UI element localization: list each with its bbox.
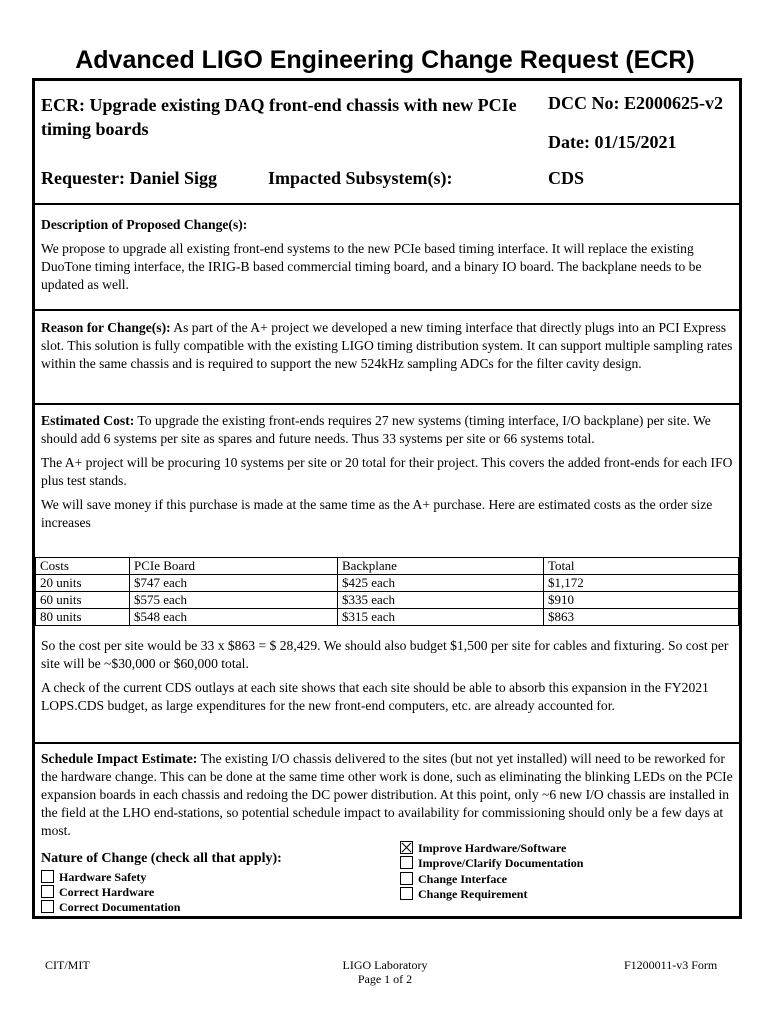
checkbox-label: Change Interface xyxy=(418,872,507,886)
divider xyxy=(35,203,739,205)
requester: Requester: Daniel Sigg xyxy=(41,168,217,188)
table-header-cell: PCIe Board xyxy=(130,558,338,575)
cost-p1: To upgrade the existing front-ends requires 27 new systems (timing interface, I/O backplane) per site. We should add 6 systems per site as spares and future needs. Thus 33 systems per site or 66 systems total. xyxy=(41,413,711,446)
reason-text: As part of the A+ project we developed a new timing interface that directly plugs into an PCI Express slot. This solution is fully compatible with the existing LIGO timing distribution system. It can support multiple sampling rates within the same chassis and is required to support the new 524kHz sampling ADCs for the filter cavity design. xyxy=(41,320,733,371)
table-row xyxy=(36,592,739,609)
checkbox-correct-hardware[interactable] xyxy=(41,885,154,900)
footer-left: CIT/MIT xyxy=(45,958,90,972)
table-cell: $1,172 xyxy=(544,575,739,592)
table-cell: $425 each xyxy=(338,575,544,592)
table-row xyxy=(36,609,739,626)
footer-form-number: F1200011-v3 Form xyxy=(624,958,718,972)
ecr-date: Date: 01/15/2021 xyxy=(548,132,677,152)
cost-section xyxy=(41,412,735,538)
impacted-subsystem-label: Impacted Subsystem(s): xyxy=(268,168,453,188)
table-header-cell: Backplane xyxy=(338,558,544,575)
table-cell: $747 each xyxy=(130,575,338,592)
checkbox-icon[interactable] xyxy=(400,856,413,869)
cost-heading: Estimated Cost: xyxy=(41,413,135,428)
cost-p5: A check of the current CDS outlays at each site shows that each site should be able to absorb this expansion in the FY2021 LOPS.CDS budget, as large expenditures for the new front-end computers, etc. are already accounted for. xyxy=(41,680,709,713)
checkbox-icon[interactable] xyxy=(400,887,413,900)
table-cell: $315 each xyxy=(338,609,544,626)
footer-organization: LIGO Laboratory xyxy=(342,958,428,972)
description-heading: Description of Proposed Change(s): xyxy=(41,217,248,232)
checkbox-label: Change Requirement xyxy=(418,887,528,901)
reason-section xyxy=(41,319,735,379)
table-header-cell: Costs xyxy=(36,558,130,575)
divider xyxy=(35,309,739,311)
checked-box-icon[interactable] xyxy=(400,841,413,854)
checkbox-label: Improve/Clarify Documentation xyxy=(418,856,584,870)
footer-center xyxy=(300,958,470,986)
document-title: Advanced LIGO Engineering Change Request (ECR) xyxy=(75,46,695,74)
reason-heading: Reason for Change(s): xyxy=(41,320,171,335)
table-cell: $548 each xyxy=(130,609,338,626)
checkbox-icon[interactable] xyxy=(41,870,54,883)
table-cell: 20 units xyxy=(36,575,130,592)
table-header-row xyxy=(36,558,739,575)
schedule-text: The existing I/O chassis delivered to the sites (but not yet installed) will need to be reworked for the hardware change. This can be done at the same time other work is done, such as eliminating the blinking LEDs on the PCIe expansion boards in each chassis and redoing the DC power distribution. At this point, only ~6 new I/O chassis are installed in the field at the LHO end-stations, so potential schedule impact to availability for commissioning should only be a few days at most. xyxy=(41,751,733,838)
cost-p3: We will save money if this purchase is made at the same time as the A+ purchase. Here are estimated costs as the order size increases xyxy=(41,497,713,530)
schedule-heading: Schedule Impact Estimate: xyxy=(41,751,198,766)
description-text: We propose to upgrade all existing front-end systems to the new PCIe based timing interface. It will replace the existing DuoTone timing interface, the IRIG-B based commercial timing board, and a binary IO board. The backplane needs to be updated as well. xyxy=(41,241,702,292)
nature-heading: Nature of Change (check all that apply): xyxy=(41,851,282,866)
page-number: Page 1 of 2 xyxy=(357,972,413,986)
checkbox-change-requirement[interactable] xyxy=(400,887,527,902)
dcc-number: DCC No: E2000625-v2 xyxy=(548,93,723,113)
checkbox-change-interface[interactable] xyxy=(400,872,507,887)
schedule-section xyxy=(41,750,735,846)
description-section xyxy=(41,216,735,300)
checkbox-correct-documentation[interactable] xyxy=(41,900,180,915)
ecr-title: ECR: Upgrade existing DAQ front-end chassis with new PCIe timing boards xyxy=(41,95,517,139)
checkbox-label: Improve Hardware/Software xyxy=(418,841,567,855)
cost-table xyxy=(35,557,739,626)
table-cell: $575 each xyxy=(130,592,338,609)
divider xyxy=(35,403,739,405)
cost-summary xyxy=(41,637,735,721)
checkbox-icon[interactable] xyxy=(41,900,54,913)
checkbox-label: Correct Hardware xyxy=(59,885,155,899)
checkbox-label: Hardware Safety xyxy=(59,870,147,884)
ecr-form xyxy=(32,78,742,919)
divider xyxy=(35,742,739,744)
cost-p4: So the cost per site would be 33 x $863 = $ 28,429. We should also budget $1,500 per site for cables and fixturing. So cost per site will be ~$30,000 or $60,000 total. xyxy=(41,638,729,671)
table-cell: $863 xyxy=(544,609,739,626)
table-cell: $910 xyxy=(544,592,739,609)
checkbox-icon[interactable] xyxy=(400,872,413,885)
checkbox-label: Correct Documentation xyxy=(59,900,181,914)
checkbox-improve-clarify-documentation[interactable] xyxy=(400,856,583,871)
table-cell: $335 each xyxy=(338,592,544,609)
checkbox-improve-hardware-software[interactable] xyxy=(400,841,566,856)
table-row xyxy=(36,575,739,592)
table-header-cell: Total xyxy=(544,558,739,575)
cost-p2: The A+ project will be procuring 10 systems per site or 20 total for their project. This covers the added front-ends for each IFO plus test stands. xyxy=(41,455,733,488)
checkbox-hardware-safety[interactable] xyxy=(41,870,146,885)
checkbox-icon[interactable] xyxy=(41,885,54,898)
table-cell: 80 units xyxy=(36,609,130,626)
impacted-subsystem-value: CDS xyxy=(548,168,585,188)
table-cell: 60 units xyxy=(36,592,130,609)
